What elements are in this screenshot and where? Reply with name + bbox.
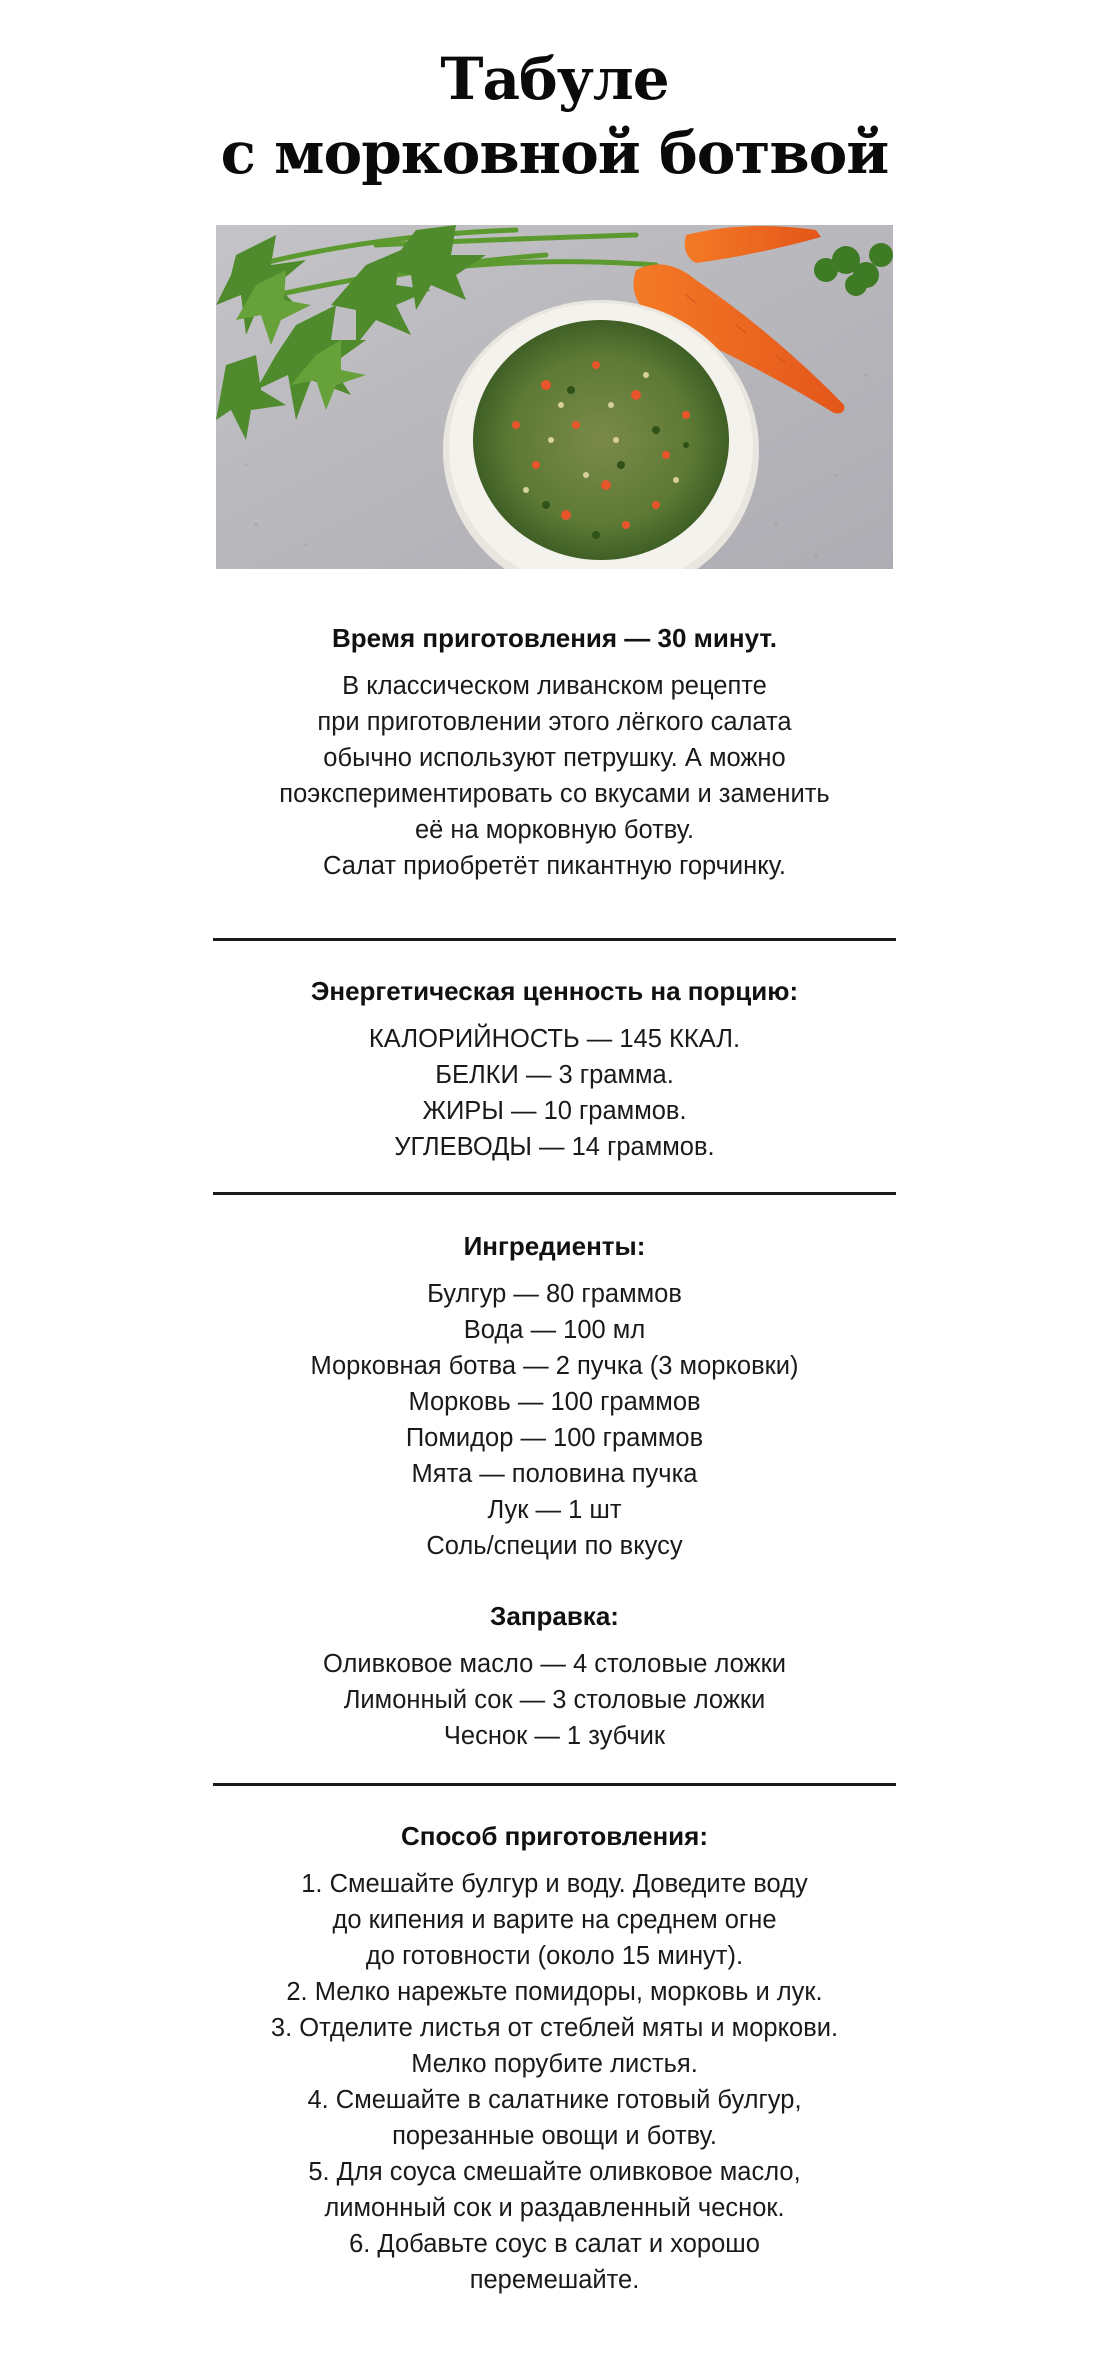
intro-line: поэкспериментировать со вкусами и заменить: [279, 780, 830, 808]
method-line: 5. Для соуса смешайте оливковое масло,: [308, 2158, 801, 2186]
method-line: Мелко порубите листья.: [411, 2050, 698, 2078]
method-line: до кипения и варите на среднем огне: [332, 1906, 777, 1934]
method-line: до готовности (около 15 минут).: [365, 1942, 744, 1970]
dressing-heading: Заправка:: [490, 1601, 619, 1631]
nutrition-item: КАЛОРИЙНОСТЬ — 145 ККАЛ.: [368, 1025, 741, 1053]
method-steps: [150, 1866, 959, 2298]
ingredient-item: Помидор — 100 граммов: [405, 1424, 704, 1452]
ingredients-section: [150, 1228, 959, 1564]
ingredient-item: Вода — 100 мл: [463, 1316, 646, 1344]
ingredients-heading: Ингредиенты:: [463, 1231, 646, 1261]
section-divider: [213, 1192, 896, 1195]
method-section: [150, 1818, 959, 2298]
tabbouleh-salad-photo: [216, 225, 893, 569]
ingredient-item: Мята — половина пучка: [411, 1460, 698, 1488]
ingredient-item: Морковная ботва — 2 пучка (3 морковки): [310, 1352, 799, 1380]
nutrition-heading: Энергетическая ценность на порцию:: [310, 976, 799, 1006]
intro-description: [150, 668, 959, 884]
method-line: порезанные овощи и ботву.: [392, 2122, 717, 2150]
dressing-list: [150, 1646, 959, 1754]
recipe-title: [0, 42, 1109, 190]
ingredient-item: Булгур — 80 граммов: [427, 1280, 682, 1308]
dressing-item: Лимонный сок — 3 столовые ложки: [343, 1686, 766, 1714]
intro-section: [150, 620, 959, 884]
method-line: 3. Отделите листья от стеблей мяты и моркови.: [270, 2014, 839, 2042]
recipe-title-line-2: с морковной ботвой: [220, 119, 889, 187]
nutrition-item: УГЛЕВОДЫ — 14 граммов.: [394, 1133, 715, 1161]
intro-line: при приготовлении этого лёгкого салата: [317, 708, 792, 736]
intro-line: её на морковную ботву.: [414, 816, 695, 844]
method-line: перемешайте.: [469, 2266, 640, 2294]
nutrition-list: [150, 1021, 959, 1165]
dressing-item: Чеснок — 1 зубчик: [443, 1722, 666, 1750]
method-line: 2. Мелко нарежьте помидоры, морковь и лук.: [286, 1978, 823, 2006]
method-heading: Способ приготовления:: [401, 1821, 708, 1851]
method-line: 4. Смешайте в салатнике готовый булгур,: [307, 2086, 802, 2114]
intro-line: Салат приобретёт пикантную горчинку.: [323, 852, 786, 880]
method-line: 1. Смешайте булгур и воду. Доведите воду: [301, 1870, 808, 1898]
ingredient-item: Соль/специи по вкусу: [426, 1532, 683, 1560]
intro-line: В классическом ливанском рецепте: [342, 672, 767, 700]
ingredients-list: [150, 1276, 959, 1564]
ingredient-item: Лук — 1 шт: [487, 1496, 622, 1524]
intro-line: обычно используют петрушку. А можно: [323, 744, 786, 772]
dressing-section: [150, 1598, 959, 1754]
section-divider: [213, 938, 896, 941]
recipe-title-line-1: Табуле: [440, 45, 669, 113]
method-line: 6. Добавьте соус в салат и хорошо: [349, 2230, 760, 2258]
nutrition-section: [150, 973, 959, 1165]
dressing-item: Оливковое масло — 4 столовые ложки: [322, 1650, 787, 1678]
nutrition-item: ЖИРЫ — 10 граммов.: [422, 1097, 687, 1125]
cooking-time-heading: Время приготовления — 30 минут.: [331, 623, 778, 653]
section-divider: [213, 1783, 896, 1786]
method-line: лимонный сок и раздавленный чеснок.: [324, 2194, 785, 2222]
nutrition-item: БЕЛКИ — 3 грамма.: [435, 1061, 674, 1089]
ingredient-item: Морковь — 100 граммов: [408, 1388, 701, 1416]
